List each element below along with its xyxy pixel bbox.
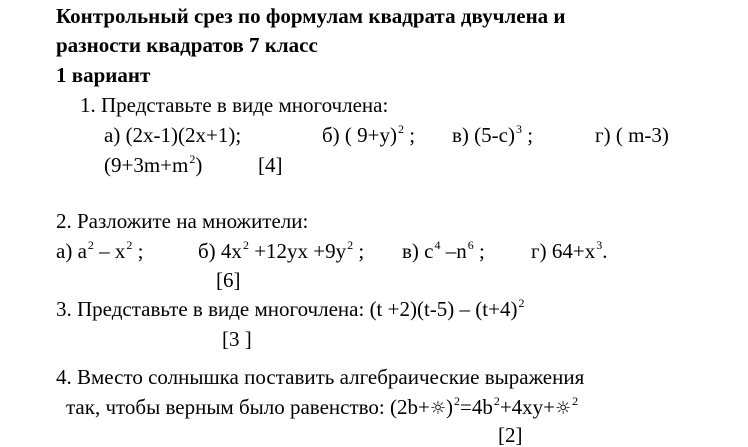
task-2a-mid: – x: [93, 239, 126, 263]
task-2d: [531, 239, 607, 266]
task-1b-end: ;: [404, 123, 416, 147]
task-2-score: [6]: [216, 268, 241, 292]
task-1b-base: б) ( 9+y): [322, 123, 398, 147]
sun-icon: ☼: [555, 398, 572, 419]
task-2b-end: ;: [353, 239, 365, 263]
task-4-line-2: [66, 395, 578, 422]
task-4-line-2-rhs2: +4xy+: [499, 395, 556, 419]
task-1-score: [4]: [258, 153, 283, 177]
task-2a-end: ;: [132, 239, 144, 263]
task-2b: [198, 239, 364, 266]
task-1d-continuation: [104, 153, 202, 180]
task-2d-base: г) 64+x: [531, 239, 596, 263]
task-4-line-2-rhs: =4b: [460, 395, 493, 419]
task-1c: [452, 123, 533, 150]
task-3: [56, 297, 524, 324]
task-3-text: 3. Представьте в виде многочлена: (t +2)(t-5) – (t+4): [56, 297, 518, 321]
task-2d-end: .: [602, 239, 608, 263]
task-2a-exponent-2: 2: [126, 238, 133, 252]
task-1c-base: в) (5-c): [452, 123, 515, 147]
task-2b-mid: +12yx +9y: [248, 239, 347, 263]
task-2c: [402, 239, 485, 266]
task-4-line-2-mid: ): [446, 395, 453, 419]
task-2a-base: а) a: [56, 239, 87, 263]
task-1c-exponent: 3: [515, 122, 522, 136]
task-1d-cont-base: (9+3m+m: [104, 153, 189, 177]
task-2a-exponent-1: 2: [87, 238, 94, 252]
task-4-exponent-2: 2: [493, 394, 500, 408]
task-2c-base: в) c: [402, 239, 434, 263]
task-2c-exponent-1: 4: [434, 238, 441, 252]
task-1d: г) ( m-3): [595, 123, 669, 147]
task-1d-cont-end: ): [195, 153, 203, 177]
task-1d-cont-exponent: 2: [189, 152, 196, 166]
task-1c-end: ;: [521, 123, 534, 147]
task-4-exponent-1: 2: [454, 394, 460, 408]
task-4-score-partial: [2]: [498, 423, 523, 447]
task-2c-exponent-2: 6: [467, 238, 474, 252]
task-2-heading: 2. Разложите на множители:: [56, 209, 309, 233]
task-2b-exponent-2: 2: [347, 238, 354, 252]
title-line-2: разности квадратов 7 класс: [56, 33, 318, 57]
task-4-exponent-3: 2: [572, 394, 579, 408]
task-4-line-2-text: так, чтобы верным было равенство: (2b+: [66, 395, 430, 419]
title-line-1: Контрольный срез по формулам квадрата двучлена и: [56, 4, 566, 28]
task-4-line-1: 4. Вместо солнышка поставить алгебраические выражения: [56, 365, 585, 389]
task-2c-end: ;: [473, 239, 485, 263]
task-2b-exponent-1: 2: [242, 238, 249, 252]
task-2a: [56, 239, 143, 266]
task-1b-exponent: 2: [398, 122, 405, 136]
task-1b: [322, 123, 415, 150]
sun-icon: ☼: [429, 398, 446, 419]
task-1a: а) (2x-1)(2x+1);: [104, 123, 242, 147]
task-3-score: [3 ]: [222, 327, 252, 351]
task-3-exponent: 2: [518, 296, 525, 310]
task-2d-exponent: 3: [596, 238, 603, 252]
task-2b-base: б) 4x: [198, 239, 242, 263]
variant-label: 1 вариант: [56, 63, 151, 87]
task-2c-mid: –n: [440, 239, 467, 263]
task-1-heading: 1. Представьте в виде многочлена:: [80, 93, 389, 117]
